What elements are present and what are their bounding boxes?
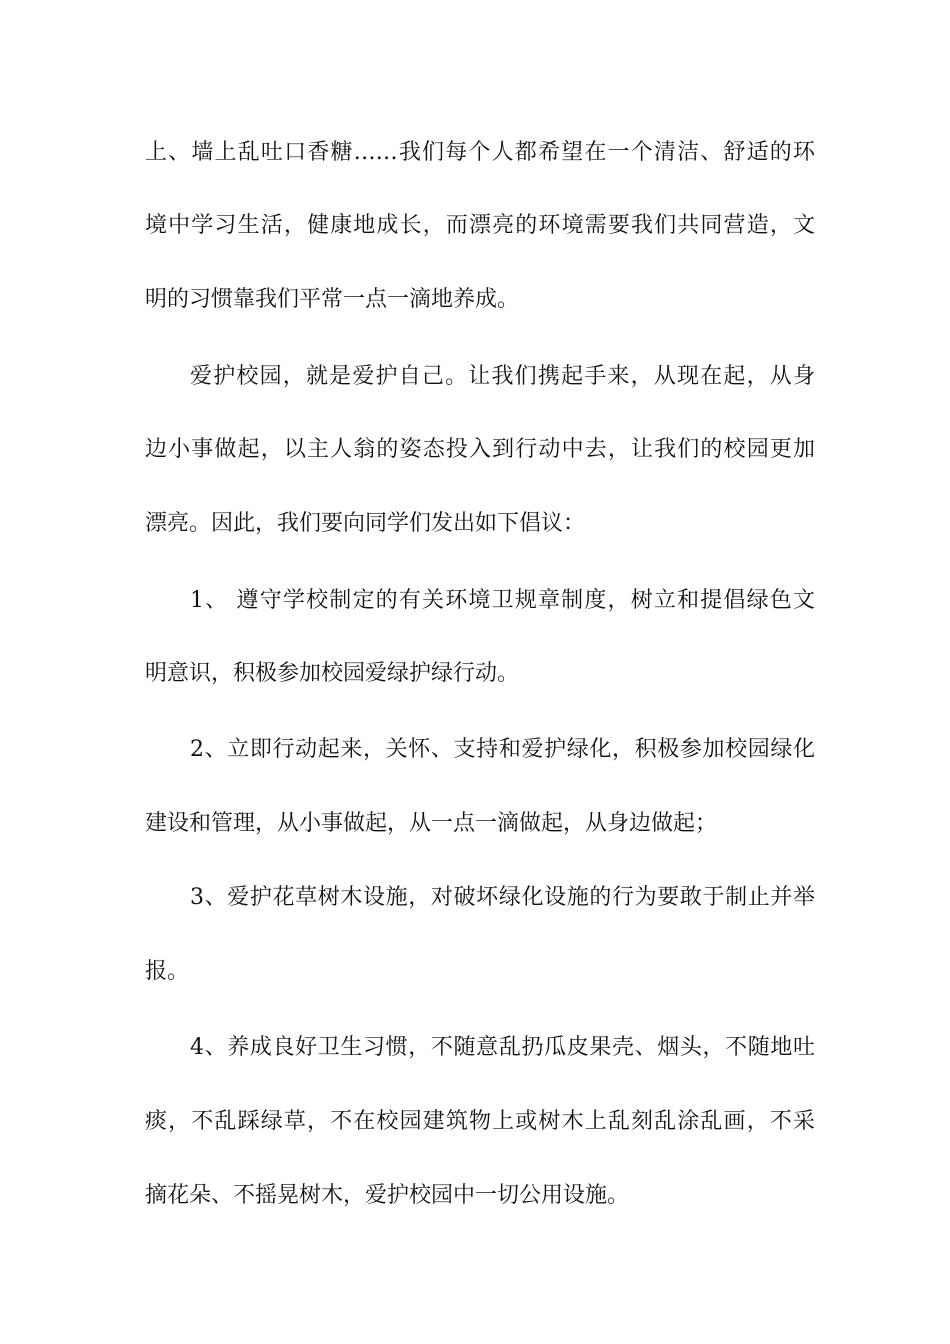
text-line: 摘花朵、不摇晃树木，爱护校园中一切公用设施。 <box>145 1183 630 1208</box>
text-line: 4、养成良好卫生习惯，不随意乱扔瓜皮果壳、烟头，不随地吐 <box>190 1035 815 1060</box>
text-line: 边小事做起，以主人翁的姿态投入到行动中去，让我们的校园更加 <box>145 437 815 462</box>
text-line: 2、立即行动起来，关怀、支持和爱护绿化，积极参加校园绿化 <box>190 737 815 762</box>
text-line: 报。 <box>145 959 190 984</box>
text-line: 爱护校园，就是爱护自己。让我们携起手来，从现在起，从身 <box>190 364 815 389</box>
text-line: 痰，不乱踩绿草，不在校园建筑物上或树木上乱刻乱涂乱画，不采 <box>145 1109 815 1134</box>
text-line: 境中学习生活，健康地成长，而漂亮的环境需要我们共同营造，文 <box>145 213 815 238</box>
text-line: 建设和管理，从小事做起，从一点一滴做起，从身边做起； <box>145 811 718 836</box>
text-line: 漂亮。因此，我们要向同学们发出如下倡议： <box>145 511 586 536</box>
text-line: 3、爱护花草树木设施，对破坏绿化设施的行为要敢于制止并举 <box>190 885 815 910</box>
text-line: 1、 遵守学校制定的有关环境卫规章制度，树立和提倡绿色文 <box>190 588 815 613</box>
text-line: 明意识，积极参加校园爱绿护绿行动。 <box>145 661 520 686</box>
text-line: 上、墙上乱吐口香糖……我们每个人都希望在一个清洁、舒适的环 <box>145 140 815 165</box>
text-line: 明的习惯靠我们平常一点一滴地养成。 <box>145 287 520 312</box>
